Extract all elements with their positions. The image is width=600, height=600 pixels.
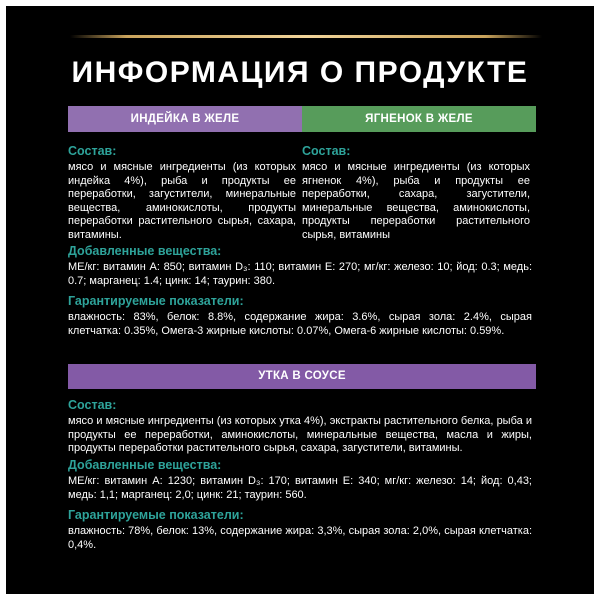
composition-heading: Состав: xyxy=(302,144,351,158)
guaranteed-heading: Гарантируемые показатели: xyxy=(68,508,244,522)
additives-section xyxy=(68,244,532,288)
page-title: ИНФОРМАЦИЯ О ПРОДУКТЕ xyxy=(71,56,529,89)
tab-duck-in-sauce: УТКА В СОУСЕ xyxy=(68,364,536,389)
lamb-composition-section xyxy=(302,144,530,243)
tab-turkey-in-jelly: ИНДЕЙКА В ЖЕЛЕ xyxy=(68,106,302,132)
additives-heading: Добавленные вещества: xyxy=(68,458,222,472)
turkey-composition-section xyxy=(68,144,296,243)
product-info-panel xyxy=(6,6,594,594)
guaranteed-heading: Гарантируемые показатели: xyxy=(68,294,244,308)
additives-text: МЕ/кг: витамин А: 1230; витамин D₃: 170; витамин Е: 340; мг/кг: железо: 14; йод: 0,43; медь: 1,1; марганец: 2,0; цинк: 21; таурин: 560. xyxy=(68,475,532,501)
composition-text: мясо и мясные ингредиенты (из которых утка 4%), экстракты растительного белка, рыба и продукты ее переработки, аминокислоты, минеральные вещества, масла и жиры, продукты переработки растительного сырья, сахара, загустители, витамины. xyxy=(68,415,532,455)
guaranteed-text: влажность: 83%, белок: 8.8%, содержание жира: 3.6%, сырая зола: 2.4%, сырая клетчатка: 0.35%, Омега-3 жирные кислоты: 0.07%, Омега-6 жирные кислоты: 0.59%. xyxy=(68,311,532,337)
guaranteed-text: влажность: 78%, белок: 13%, содержание жира: 3,3%, сырая зола: 2,0%, сырая клетчатка: 0,4%. xyxy=(68,525,532,551)
duck-additives-section xyxy=(68,458,532,502)
guaranteed-values-section xyxy=(68,294,532,338)
composition-heading: Состав: xyxy=(68,144,117,158)
additives-text: МЕ/кг: витамин А: 850; витамин D₃: 110; витамин Е: 270; мг/кг: железо: 10; йод: 0.3; медь: 0.7; марганец: 1.4; цинк: 14; таурин: 380. xyxy=(68,261,532,287)
gold-divider xyxy=(70,35,542,38)
duck-composition-section xyxy=(68,398,532,456)
additives-heading: Добавленные вещества: xyxy=(68,244,222,258)
composition-heading: Состав: xyxy=(68,398,117,412)
composition-text: мясо и мясные ингредиенты (из которых индейка 4%), рыба и продукты ее переработки, загустители, минеральные вещества, аминокислоты, продукты переработки растительного сырья, сахара, витамины. xyxy=(68,161,296,241)
composition-text: мясо и мясные ингредиенты (из которых ягненок 4%), рыба и продукты ее переработки, сахара, загустители, минеральные вещества, аминокислоты, продукты переработки растительного сырья, витамины xyxy=(302,161,530,241)
tab-lamb-in-jelly: ЯГНЕНОК В ЖЕЛЕ xyxy=(302,106,536,132)
duck-guaranteed-values-section xyxy=(68,508,532,552)
